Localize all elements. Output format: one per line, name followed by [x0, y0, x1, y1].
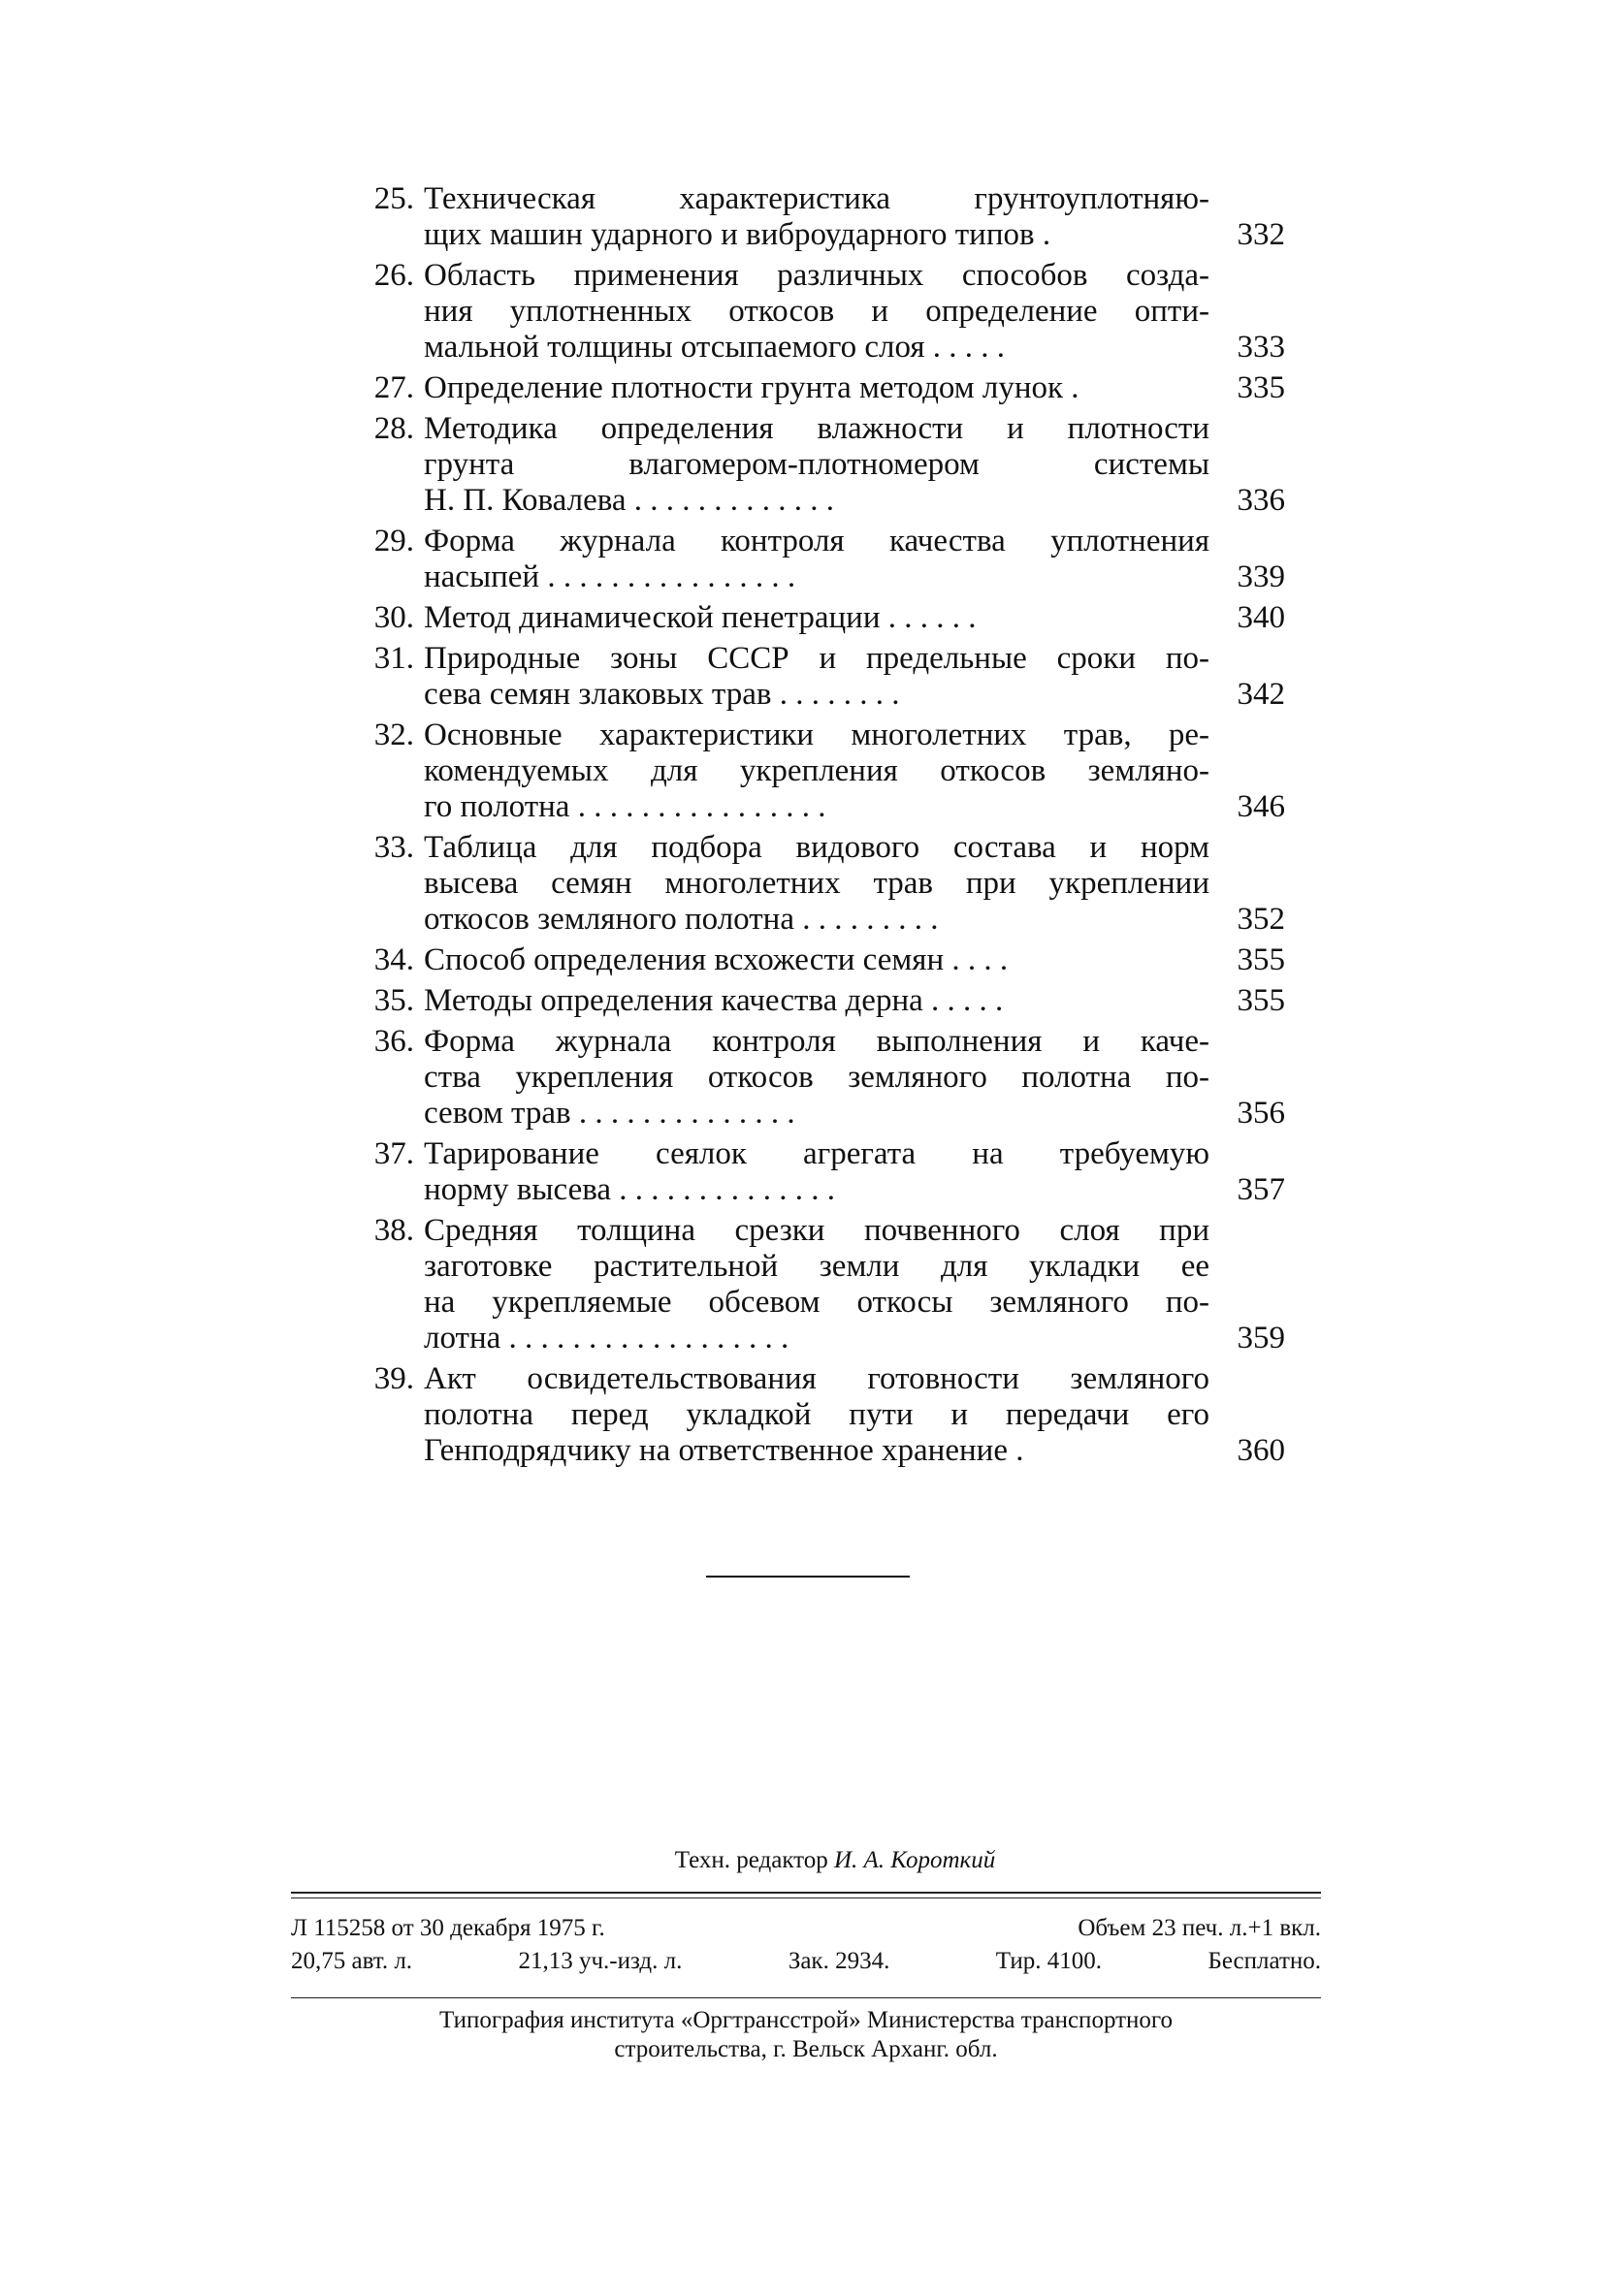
imprint-row-1	[291, 1912, 1321, 1945]
printer-line-2: строительства, г. Вельск Арханг. обл.	[614, 2036, 998, 2062]
toc-entry-line: Форма журнала контроля выполнения и каче-	[424, 1024, 1209, 1059]
toc-entry-line: Метод динамической пенетрации . . . . . .	[424, 600, 977, 635]
printer-line-1: Типография института «Оргтрансстрой» Министерства транспортного	[438, 2007, 1174, 2033]
license-number: Л 115258 от 30 декабря 1975 г.	[291, 1915, 605, 1941]
editor-name: И. А. Короткий	[833, 1847, 996, 1873]
toc-entry-title	[424, 641, 1209, 713]
toc-entry-number: 31.	[373, 641, 414, 676]
toc-entry-line: заготовке растительной земли для укладки ее	[424, 1249, 1209, 1284]
toc-entry-title	[424, 600, 1209, 636]
toc-entry-line: Таблица для подбора видового состава и норм	[424, 830, 1209, 865]
divider	[706, 1576, 910, 1578]
toc-entry-line: Методика определения влажности и плотности	[424, 411, 1209, 446]
toc-entry-number: 32.	[373, 718, 414, 752]
toc-entry-line: Способ определения всхожести семян . . . .	[424, 942, 1009, 977]
toc-entry	[354, 258, 1285, 366]
toc-entry-line: Тарирование сеялок агрегата на требуемую	[424, 1136, 1209, 1171]
toc-entry-line: Методы определения качества дерна . . . . .	[424, 983, 1004, 1018]
toc-entry-number: 36.	[373, 1024, 414, 1059]
toc-entry	[354, 641, 1285, 713]
toc-entry-title	[424, 370, 1209, 406]
toc-entry-line: Средняя толщина срезки почвенного слоя при	[424, 1213, 1209, 1248]
toc-entry-line: норму высева . . . . . . . . . . . . . .	[424, 1172, 836, 1207]
toc-entry-page: 355	[1237, 942, 1285, 977]
imprint-block	[291, 1847, 1321, 2064]
toc-entry-line: Основные характеристики многолетних трав, ре-	[424, 718, 1209, 752]
toc-entry-line: сева семян злаковых трав . . . . . . . .	[424, 677, 900, 712]
toc-entry-line: грунта влагомером-плотномером системы	[424, 447, 1209, 482]
price: Бесплатно.	[1208, 1948, 1321, 1974]
toc-entry	[354, 1024, 1285, 1132]
toc-entry-title	[424, 983, 1209, 1019]
toc-entry-line: Определение плотности грунта методом лунок .	[424, 370, 1079, 405]
toc-entry	[354, 718, 1285, 825]
order-number: Зак. 2934.	[788, 1948, 890, 1974]
toc-entry	[354, 600, 1285, 636]
toc-entry	[354, 942, 1285, 978]
toc-entry-page: 359	[1237, 1321, 1285, 1355]
toc-entry-number: 35.	[373, 983, 414, 1018]
toc-entry-line: Генподрядчику на ответственное хранение .	[424, 1433, 1024, 1468]
toc-entry-line: щих машин ударного и виброударного типов .	[424, 217, 1051, 252]
toc-entry-title	[424, 1361, 1209, 1469]
toc-entry-line: откосов земляного полотна . . . . . . . . .	[424, 902, 939, 937]
toc-entry-line: Природные зоны СССР и предельные сроки по-	[424, 641, 1209, 676]
toc-entry-title	[424, 1213, 1209, 1356]
author-sheets: 20,75 авт. л.	[291, 1948, 413, 1974]
toc-entry-line: Акт освидетельствования готовности земляного	[424, 1361, 1209, 1396]
toc-entry-title	[424, 258, 1209, 366]
toc-entry-line: Н. П. Ковалева . . . . . . . . . . . . .	[424, 483, 835, 518]
toc-entry-number: 37.	[373, 1136, 414, 1171]
toc-entry-line: Форма журнала контроля качества уплотнения	[424, 524, 1209, 558]
toc-entry	[354, 411, 1285, 519]
toc-entry	[354, 181, 1285, 253]
toc-entry-page: 355	[1237, 983, 1285, 1018]
toc-entry-number: 29.	[373, 524, 414, 558]
toc-entry-number: 34.	[373, 942, 414, 977]
volume-info: Объем 23 печ. л.+1 вкл.	[1078, 1915, 1321, 1941]
toc-entry-line: Техническая характеристика грунтоуплотняю-	[424, 181, 1209, 216]
toc-entry-number: 33.	[373, 830, 414, 865]
editor-line	[291, 1847, 1321, 1874]
separator-rule	[291, 1997, 1321, 1998]
toc-entry-line: го полотна . . . . . . . . . . . . . . . .	[424, 789, 826, 824]
toc-entry-number: 27.	[373, 370, 414, 405]
toc-entry-page: 340	[1237, 600, 1285, 635]
toc-entry-title	[424, 524, 1209, 595]
edition-sheets: 21,13 уч.-изд. л.	[518, 1948, 683, 1974]
toc-entry-line: ства укрепления откосов земляного полотна по-	[424, 1060, 1209, 1095]
toc-entry-number: 28.	[373, 411, 414, 446]
toc-entry-page: 333	[1237, 330, 1285, 365]
toc-entry-title	[424, 942, 1209, 978]
toc-entry-line: ния уплотненных откосов и определение опти-	[424, 294, 1209, 329]
toc-entry	[354, 1213, 1285, 1356]
toc-entry-title	[424, 1024, 1209, 1132]
toc-entry-number: 25.	[373, 181, 414, 216]
print-run: Тир. 4100.	[995, 1948, 1103, 1974]
toc-entry-title	[424, 411, 1209, 519]
toc-entry-page: 346	[1237, 789, 1285, 824]
toc-entry-title	[424, 1136, 1209, 1208]
toc-entry	[354, 524, 1285, 595]
table-of-contents	[354, 181, 1285, 1474]
toc-entry-page: 356	[1237, 1096, 1285, 1131]
toc-entry-page: 357	[1237, 1172, 1285, 1207]
imprint-row-2	[291, 1945, 1321, 1978]
editor-label: Техн. редактор	[674, 1847, 828, 1873]
toc-entry-line: насыпей . . . . . . . . . . . . . . . .	[424, 559, 796, 594]
toc-entry-line: на укрепляемые обсевом откосы земляного по-	[424, 1285, 1209, 1320]
toc-entry-page: 352	[1237, 902, 1285, 937]
toc-entry-title	[424, 830, 1209, 938]
toc-entry-line: комендуемых для укрепления откосов земляно-	[424, 753, 1209, 788]
printer-info	[291, 2006, 1321, 2064]
toc-entry-page: 342	[1237, 677, 1285, 712]
toc-entry	[354, 983, 1285, 1019]
toc-entry-page: 336	[1237, 483, 1285, 518]
double-rule	[291, 1892, 1321, 1898]
toc-entry-line: полотна перед укладкой пути и передачи его	[424, 1397, 1209, 1432]
toc-entry-title	[424, 718, 1209, 825]
toc-entry-page: 335	[1237, 370, 1285, 405]
toc-entry-line: Область применения различных способов созда-	[424, 258, 1209, 293]
toc-entry-page: 339	[1237, 559, 1285, 594]
toc-entry-number: 30.	[373, 600, 414, 635]
toc-entry-line: мальной толщины отсыпаемого слоя . . . . .	[424, 330, 1006, 365]
toc-entry-page: 360	[1237, 1433, 1285, 1468]
toc-entry-number: 38.	[373, 1213, 414, 1248]
toc-entry-title	[424, 181, 1209, 253]
toc-entry	[354, 830, 1285, 938]
toc-entry	[354, 1136, 1285, 1208]
toc-entry-line: севом трав . . . . . . . . . . . . . .	[424, 1096, 795, 1131]
toc-entry-number: 26.	[373, 258, 414, 293]
toc-entry	[354, 370, 1285, 406]
toc-entry-page: 332	[1237, 217, 1285, 252]
toc-entry-line: высева семян многолетних трав при укреплении	[424, 866, 1209, 901]
toc-entry	[354, 1361, 1285, 1469]
toc-entry-line: лотна . . . . . . . . . . . . . . . . . .	[424, 1321, 789, 1355]
toc-entry-number: 39.	[373, 1361, 414, 1396]
